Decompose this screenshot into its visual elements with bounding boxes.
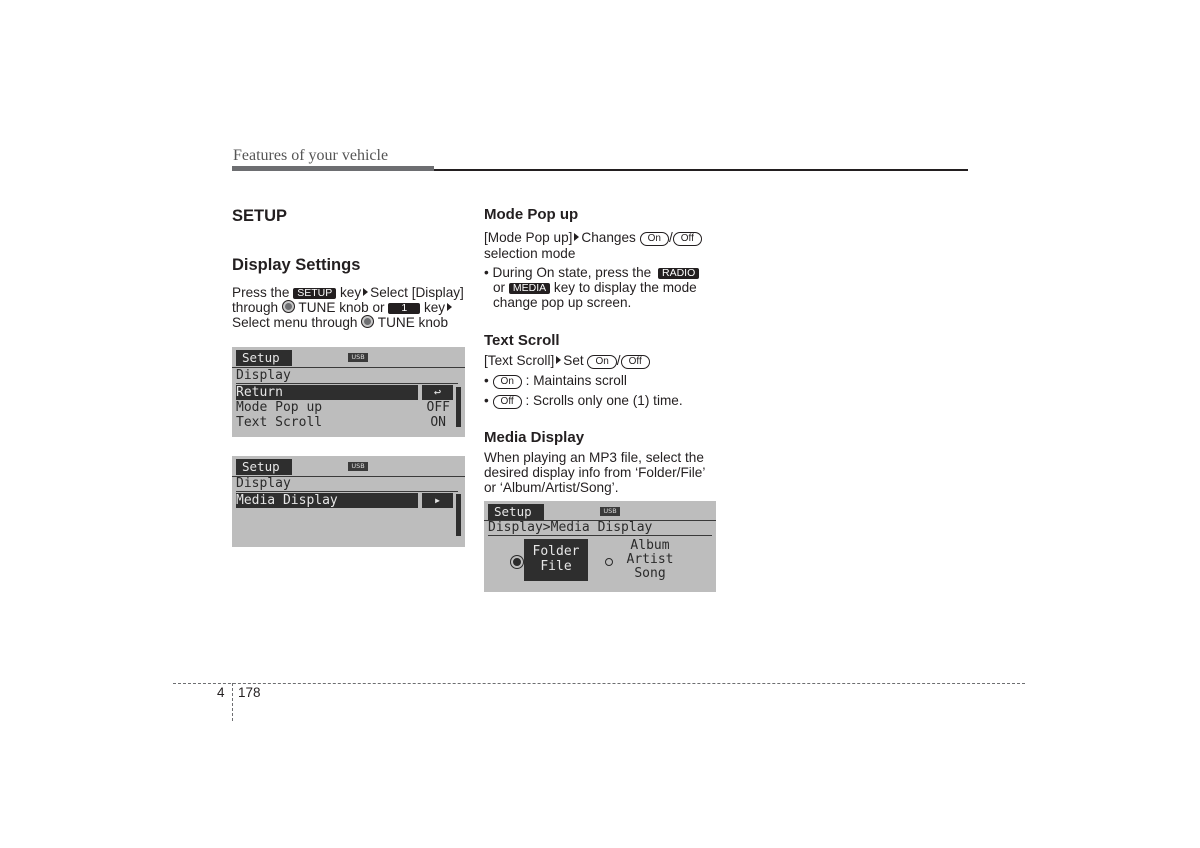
radio-selected-icon[interactable]	[513, 558, 521, 566]
section-title: SETUP	[232, 207, 288, 225]
menu-row-mode-pop-up[interactable]: Mode Pop up	[236, 400, 323, 415]
subsection-title: Display Settings	[232, 256, 361, 274]
scrollbar[interactable]	[456, 494, 461, 536]
menu-row-return[interactable]: Return	[236, 385, 418, 400]
mode-pop-up-value: OFF	[426, 400, 450, 415]
chapter-number: 4	[217, 685, 225, 700]
option-album-artist-song[interactable]: Album Artist Song	[626, 538, 674, 581]
radio-unselected-icon[interactable]	[605, 558, 613, 566]
off-pill: Off	[673, 232, 702, 246]
screen-heading: Display>Media Display	[488, 520, 653, 535]
footer-rule	[173, 683, 1025, 684]
on-pill: On	[587, 355, 616, 369]
footer-divider	[232, 683, 233, 721]
display-screen-2	[232, 456, 465, 547]
left-column	[232, 206, 465, 330]
intro-line-1: Press the SETUP key Select [Display]	[232, 285, 464, 300]
page-number: 178	[238, 685, 261, 700]
tune-knob-icon	[282, 300, 295, 313]
intro-line-2: through TUNE knob or 1 key	[232, 300, 465, 315]
mode-popup-title: Mode Pop up	[484, 206, 579, 223]
usb-icon: USB	[348, 462, 368, 471]
middle-column: Mode Pop up [Mode Pop up] Changes On / Off selection mode • During On state, press the RADIO or MEDIA key to display the mode change pop up screen. Text Scroll [Text Scroll] Set On / Off • On : Maintains scroll • Off : Scrolls only one (1) time. Media Display When playing an MP3 file, select the desired display info from ‘Folder/File’ or ‘Album/Artist/Song’.	[484, 206, 717, 495]
media-display-title: Media Display	[484, 429, 585, 446]
off-pill: Off	[493, 395, 522, 409]
screen-tab-setup: Setup	[236, 350, 292, 366]
screen-tab-setup: Setup	[236, 459, 292, 475]
media-key-label: MEDIA	[509, 283, 550, 294]
on-pill: On	[493, 375, 522, 389]
off-pill: Off	[621, 355, 650, 369]
display-screen-3	[484, 501, 716, 592]
number-1-key-label: 1	[388, 303, 420, 314]
arrow-right-icon	[447, 303, 452, 311]
header-rule-thin	[434, 169, 968, 171]
screen-heading: Display	[236, 476, 291, 491]
menu-row-text-scroll[interactable]: Text Scroll	[236, 415, 323, 430]
arrow-right-icon	[556, 356, 561, 364]
chevron-right-icon[interactable]: ▸	[422, 493, 453, 508]
setup-key-label: SETUP	[293, 288, 336, 299]
screen-tab-setup: Setup	[488, 504, 544, 520]
page-header-title: Features of your vehicle	[233, 147, 389, 164]
usb-icon: USB	[348, 353, 368, 362]
on-pill: On	[640, 232, 669, 246]
header-rule-thick	[232, 166, 434, 171]
display-screen-1	[232, 347, 465, 437]
tune-knob-icon	[361, 315, 374, 328]
radio-key-label: RADIO	[658, 268, 699, 279]
arrow-right-icon	[363, 288, 368, 296]
intro-line-3: Select menu through TUNE knob	[232, 315, 449, 330]
text-scroll-value: ON	[430, 415, 446, 430]
option-folder-file[interactable]: Folder File	[524, 539, 588, 581]
text-scroll-title: Text Scroll	[484, 332, 560, 349]
screen-heading: Display	[236, 368, 291, 383]
usb-icon: USB	[600, 507, 620, 516]
arrow-right-icon	[574, 233, 579, 241]
return-icon[interactable]: ↩	[422, 385, 453, 400]
menu-row-media-display[interactable]: Media Display	[236, 493, 418, 508]
scrollbar[interactable]	[456, 387, 461, 427]
